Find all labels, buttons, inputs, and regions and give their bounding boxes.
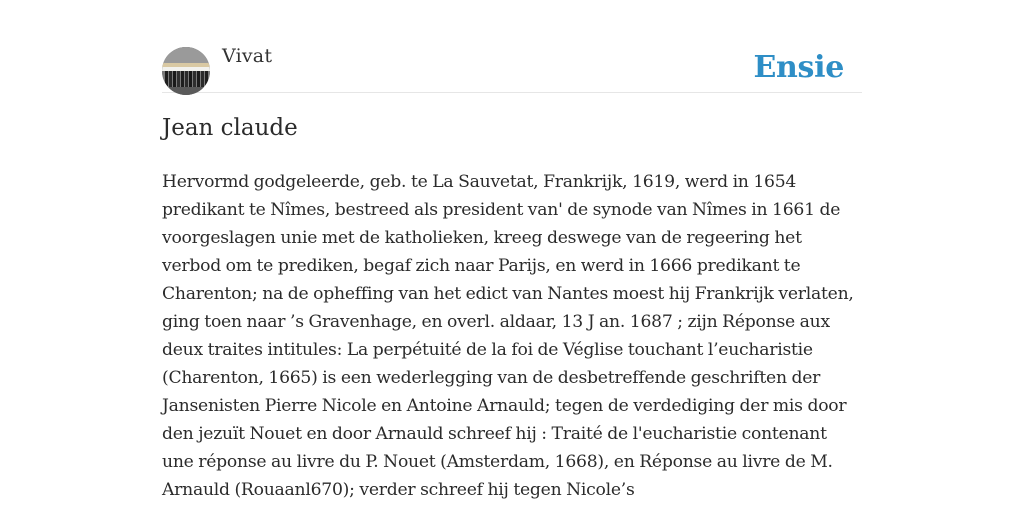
header	[162, 0, 862, 93]
book-spines-icon[interactable]	[162, 47, 210, 95]
page	[162, 0, 862, 512]
article-title: Jean claude	[162, 115, 298, 141]
article-body: Hervormd godgeleerde, geb. te La Sauvetat, Frankrijk, 1619, werd in 1654 predikant te Nîmes, bestreed als president van' de synode van Nîmes in 1661 de voorgeslagen unie met de katholieken, kreeg deswege van de regeering het verbod om te prediken, begaf zich naar Parijs, en werd in 1666 predikant te Charenton; na de opheffing van het edict van Nantes moest hij Frankrijk verlaten, ging toen naar ’s Gravenhage, en overl. aldaar, 13 J an. 1687 ; zijn Réponse aux deux traites intitules: La perpétuité de la foi de Véglise touchant l’eucharistie (Charenton, 1665) is een wederlegging van de desbetreffende geschriften der Jansenisten Pierre Nicole en Antoine Arnauld; tegen de verdediging der mis door den jezuït Nouet en door Arnauld schreef hij : Traité de l'eucharistie contenant une réponse au livre du P. Nouet (Amsterdam, 1668), en Réponse au livre de M. Arnauld (Rouaanl670); verder schreef hij tegen Nicole’s	[162, 172, 854, 500]
collection-name[interactable]: Vivat	[222, 45, 273, 67]
brand-logo[interactable]: Ensie	[753, 50, 844, 85]
